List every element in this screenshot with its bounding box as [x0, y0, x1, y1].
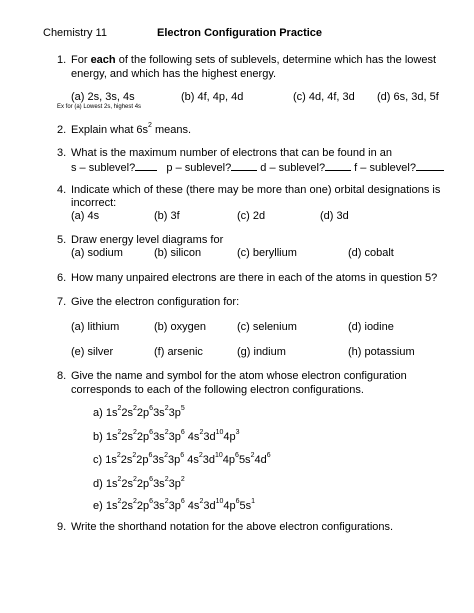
- q1-option-b: (b) 4f, 4p, 4d: [181, 91, 244, 103]
- q8-config-line: [93, 454, 271, 466]
- q7-number: 7.: [57, 296, 67, 308]
- electron-count: 6: [235, 452, 239, 460]
- q8-config-line: [93, 407, 185, 419]
- orbital-term: 2p: [136, 478, 150, 490]
- electron-count: 2: [199, 498, 204, 506]
- q8-config-line: [93, 500, 255, 512]
- electron-count: 6: [235, 498, 240, 506]
- orbital-term: 3p: [168, 478, 181, 490]
- orbital-term: 3d: [203, 500, 216, 512]
- electron-count: 6: [148, 452, 153, 460]
- q2-text-a: Explain what 6s: [71, 124, 149, 136]
- electron-count: 2: [164, 405, 169, 413]
- q1-option-a: (a) 2s, 3s, 4s: [71, 91, 135, 103]
- q1-option-d: (d) 6s, 3d, 5f: [377, 91, 439, 103]
- q7-text: Give the electron configuration for:: [71, 296, 240, 308]
- electron-count: 2: [117, 476, 122, 484]
- q8-line1: Give the name and symbol for the atom whose electron configuration: [71, 370, 407, 382]
- q8-line2: corresponds to each of the following electron configurations.: [71, 384, 364, 396]
- orbital-term: 5s: [238, 454, 251, 466]
- electron-count: 6: [149, 405, 154, 413]
- orbital-term: 2p: [136, 431, 150, 443]
- q3-line1: What is the maximum number of electrons that can be found in an: [71, 147, 392, 159]
- electron-count: 2: [250, 452, 255, 460]
- electron-count: 2: [133, 498, 137, 506]
- q7-option-f: (f) arsenic: [154, 346, 203, 358]
- electron-count: 6: [266, 452, 271, 460]
- orbital-term: 2p: [136, 500, 150, 512]
- q8-config-label: d): [93, 478, 106, 490]
- q2-text: [71, 124, 191, 136]
- electron-count: 10: [215, 429, 224, 437]
- orbital-term: 2s: [121, 407, 133, 419]
- q7-option-g: (g) indium: [237, 346, 286, 358]
- orbital-term: 2s: [121, 500, 133, 512]
- q3-d-label: d – sublevel?: [260, 162, 326, 174]
- q4-option-c: (c) 2d: [237, 210, 266, 222]
- orbital-term: 1s: [105, 454, 117, 466]
- q7-option-h: (h) potassium: [348, 346, 415, 358]
- q7-option-b: (b) oxygen: [154, 321, 206, 333]
- q8-config-label: a): [93, 407, 106, 419]
- electron-count: 2: [164, 476, 169, 484]
- q9-number: 9.: [57, 521, 67, 533]
- q3-f-blank[interactable]: [416, 161, 444, 171]
- orbital-term: 3p: [168, 407, 181, 419]
- q5-option-a: (a) sodium: [71, 247, 123, 259]
- electron-count: 2: [199, 429, 204, 437]
- q8-config-label: b): [93, 431, 106, 443]
- orbital-term: 2s: [121, 431, 133, 443]
- q2-number: 2.: [57, 124, 67, 136]
- electron-count: 6: [149, 476, 154, 484]
- q1-number: 1.: [57, 54, 67, 66]
- q6-number: 6.: [57, 272, 67, 284]
- electron-count: 2: [117, 405, 122, 413]
- orbital-term: 1s: [105, 431, 118, 443]
- orbital-term: 3s: [153, 407, 165, 419]
- electron-count: 3: [235, 429, 240, 437]
- orbital-term: 1s: [105, 500, 118, 512]
- q5-line1: Draw energy level diagrams for: [71, 234, 224, 246]
- electron-count: 2: [198, 452, 203, 460]
- electron-count: 10: [215, 498, 224, 506]
- q3-line2: [71, 161, 444, 174]
- q7-option-c: (c) selenium: [237, 321, 297, 333]
- electron-count: 2: [133, 405, 137, 413]
- orbital-term: 3s: [153, 500, 165, 512]
- orbital-term: 4d: [254, 454, 267, 466]
- orbital-term: 3p: [168, 500, 181, 512]
- orbital-term: 4s: [184, 454, 199, 466]
- orbital-term: 2p: [136, 407, 150, 419]
- electron-count: 2: [117, 429, 122, 437]
- orbital-term: 4s: [184, 431, 200, 443]
- q1-bold-word: each: [90, 54, 116, 66]
- q3-s-label: s – sublevel?: [71, 162, 136, 174]
- electron-count: 2: [133, 429, 137, 437]
- q4-number: 4.: [57, 184, 67, 196]
- q7-option-e: (e) silver: [71, 346, 114, 358]
- course-name: Chemistry 11: [43, 27, 107, 39]
- q3-f-label: f – sublevel?: [354, 162, 416, 174]
- electron-count: 5: [180, 405, 185, 413]
- orbital-term: 3s: [152, 454, 165, 466]
- q4-option-a: (a) 4s: [71, 210, 100, 222]
- q4-option-b: (b) 3f: [154, 210, 180, 222]
- orbital-term: 3d: [202, 454, 215, 466]
- orbital-term: 4p: [223, 500, 236, 512]
- electron-count: 6: [180, 498, 185, 506]
- q8-number: 8.: [57, 370, 67, 382]
- electron-count: 2: [133, 476, 137, 484]
- q5-option-c: (c) beryllium: [237, 247, 297, 259]
- electron-count: 2: [164, 498, 169, 506]
- electron-count: 2: [132, 452, 137, 460]
- electron-count: 10: [214, 452, 223, 460]
- electron-count: 6: [180, 429, 185, 437]
- q4-line2: incorrect:: [71, 197, 117, 209]
- q7-option-a: (a) lithium: [71, 321, 120, 333]
- q2-text-b: means.: [151, 124, 192, 136]
- q3-p-label: p – sublevel?: [166, 162, 232, 174]
- orbital-term: 2s: [121, 478, 133, 490]
- q7-option-d: (d) iodine: [348, 321, 394, 333]
- q3-s-blank[interactable]: [135, 161, 157, 171]
- orbital-term: 5s: [239, 500, 252, 512]
- q2-sup: 2: [148, 122, 152, 130]
- electron-count: 1: [251, 498, 256, 506]
- electron-count: 6: [149, 429, 154, 437]
- electron-count: 2: [116, 452, 121, 460]
- electron-count: 2: [117, 498, 122, 506]
- q4-line1: Indicate which of these (there may be more than one) orbital designations is: [71, 184, 441, 196]
- q1-text-a: For: [71, 54, 91, 66]
- q1-line1: [71, 54, 436, 66]
- q1-line2: energy, and which has the highest energy.: [71, 68, 277, 80]
- orbital-term: 3p: [168, 431, 181, 443]
- q8-config-label: e): [93, 500, 106, 512]
- q8-config-label: c): [93, 454, 106, 466]
- q5-option-d: (d) cobalt: [348, 247, 394, 259]
- q3-number: 3.: [57, 147, 67, 159]
- orbital-term: 3s: [153, 478, 165, 490]
- orbital-term: 1s: [105, 407, 118, 419]
- orbital-term: 1s: [105, 478, 118, 490]
- q9-text: Write the shorthand notation for the above electron configurations.: [71, 521, 394, 533]
- q1-example-note: Ex for (a) Lowest 2s, highest 4s: [57, 104, 142, 110]
- q5-number: 5.: [57, 234, 67, 246]
- page-title: Electron Configuration Practice: [157, 27, 323, 39]
- q6-text: How many unpaired electrons are there in each of the atoms in question 5?: [71, 272, 438, 284]
- q5-option-b: (b) silicon: [154, 247, 202, 259]
- electron-count: 2: [164, 452, 168, 460]
- q4-option-d: (d) 3d: [320, 210, 349, 222]
- orbital-term: 2s: [120, 454, 133, 466]
- q1-option-c: (c) 4d, 4f, 3d: [293, 91, 355, 103]
- orbital-term: 4p: [223, 431, 236, 443]
- orbital-term: 3p: [167, 454, 181, 466]
- q3-d-blank[interactable]: [325, 161, 351, 171]
- orbital-term: 4p: [222, 454, 236, 466]
- orbital-term: 3s: [153, 431, 165, 443]
- q1-text-b: of the following sets of sublevels, determine which has the lowest: [115, 54, 437, 66]
- orbital-term: 4s: [184, 500, 200, 512]
- electron-count: 6: [149, 498, 154, 506]
- q3-p-blank[interactable]: [231, 161, 257, 171]
- q8-config-line: [93, 431, 240, 443]
- orbital-term: 3d: [203, 431, 216, 443]
- q8-config-line: [93, 478, 185, 490]
- electron-count: 2: [180, 476, 185, 484]
- electron-count: 2: [164, 429, 169, 437]
- orbital-term: 2p: [136, 454, 149, 466]
- electron-count: 6: [180, 452, 185, 460]
